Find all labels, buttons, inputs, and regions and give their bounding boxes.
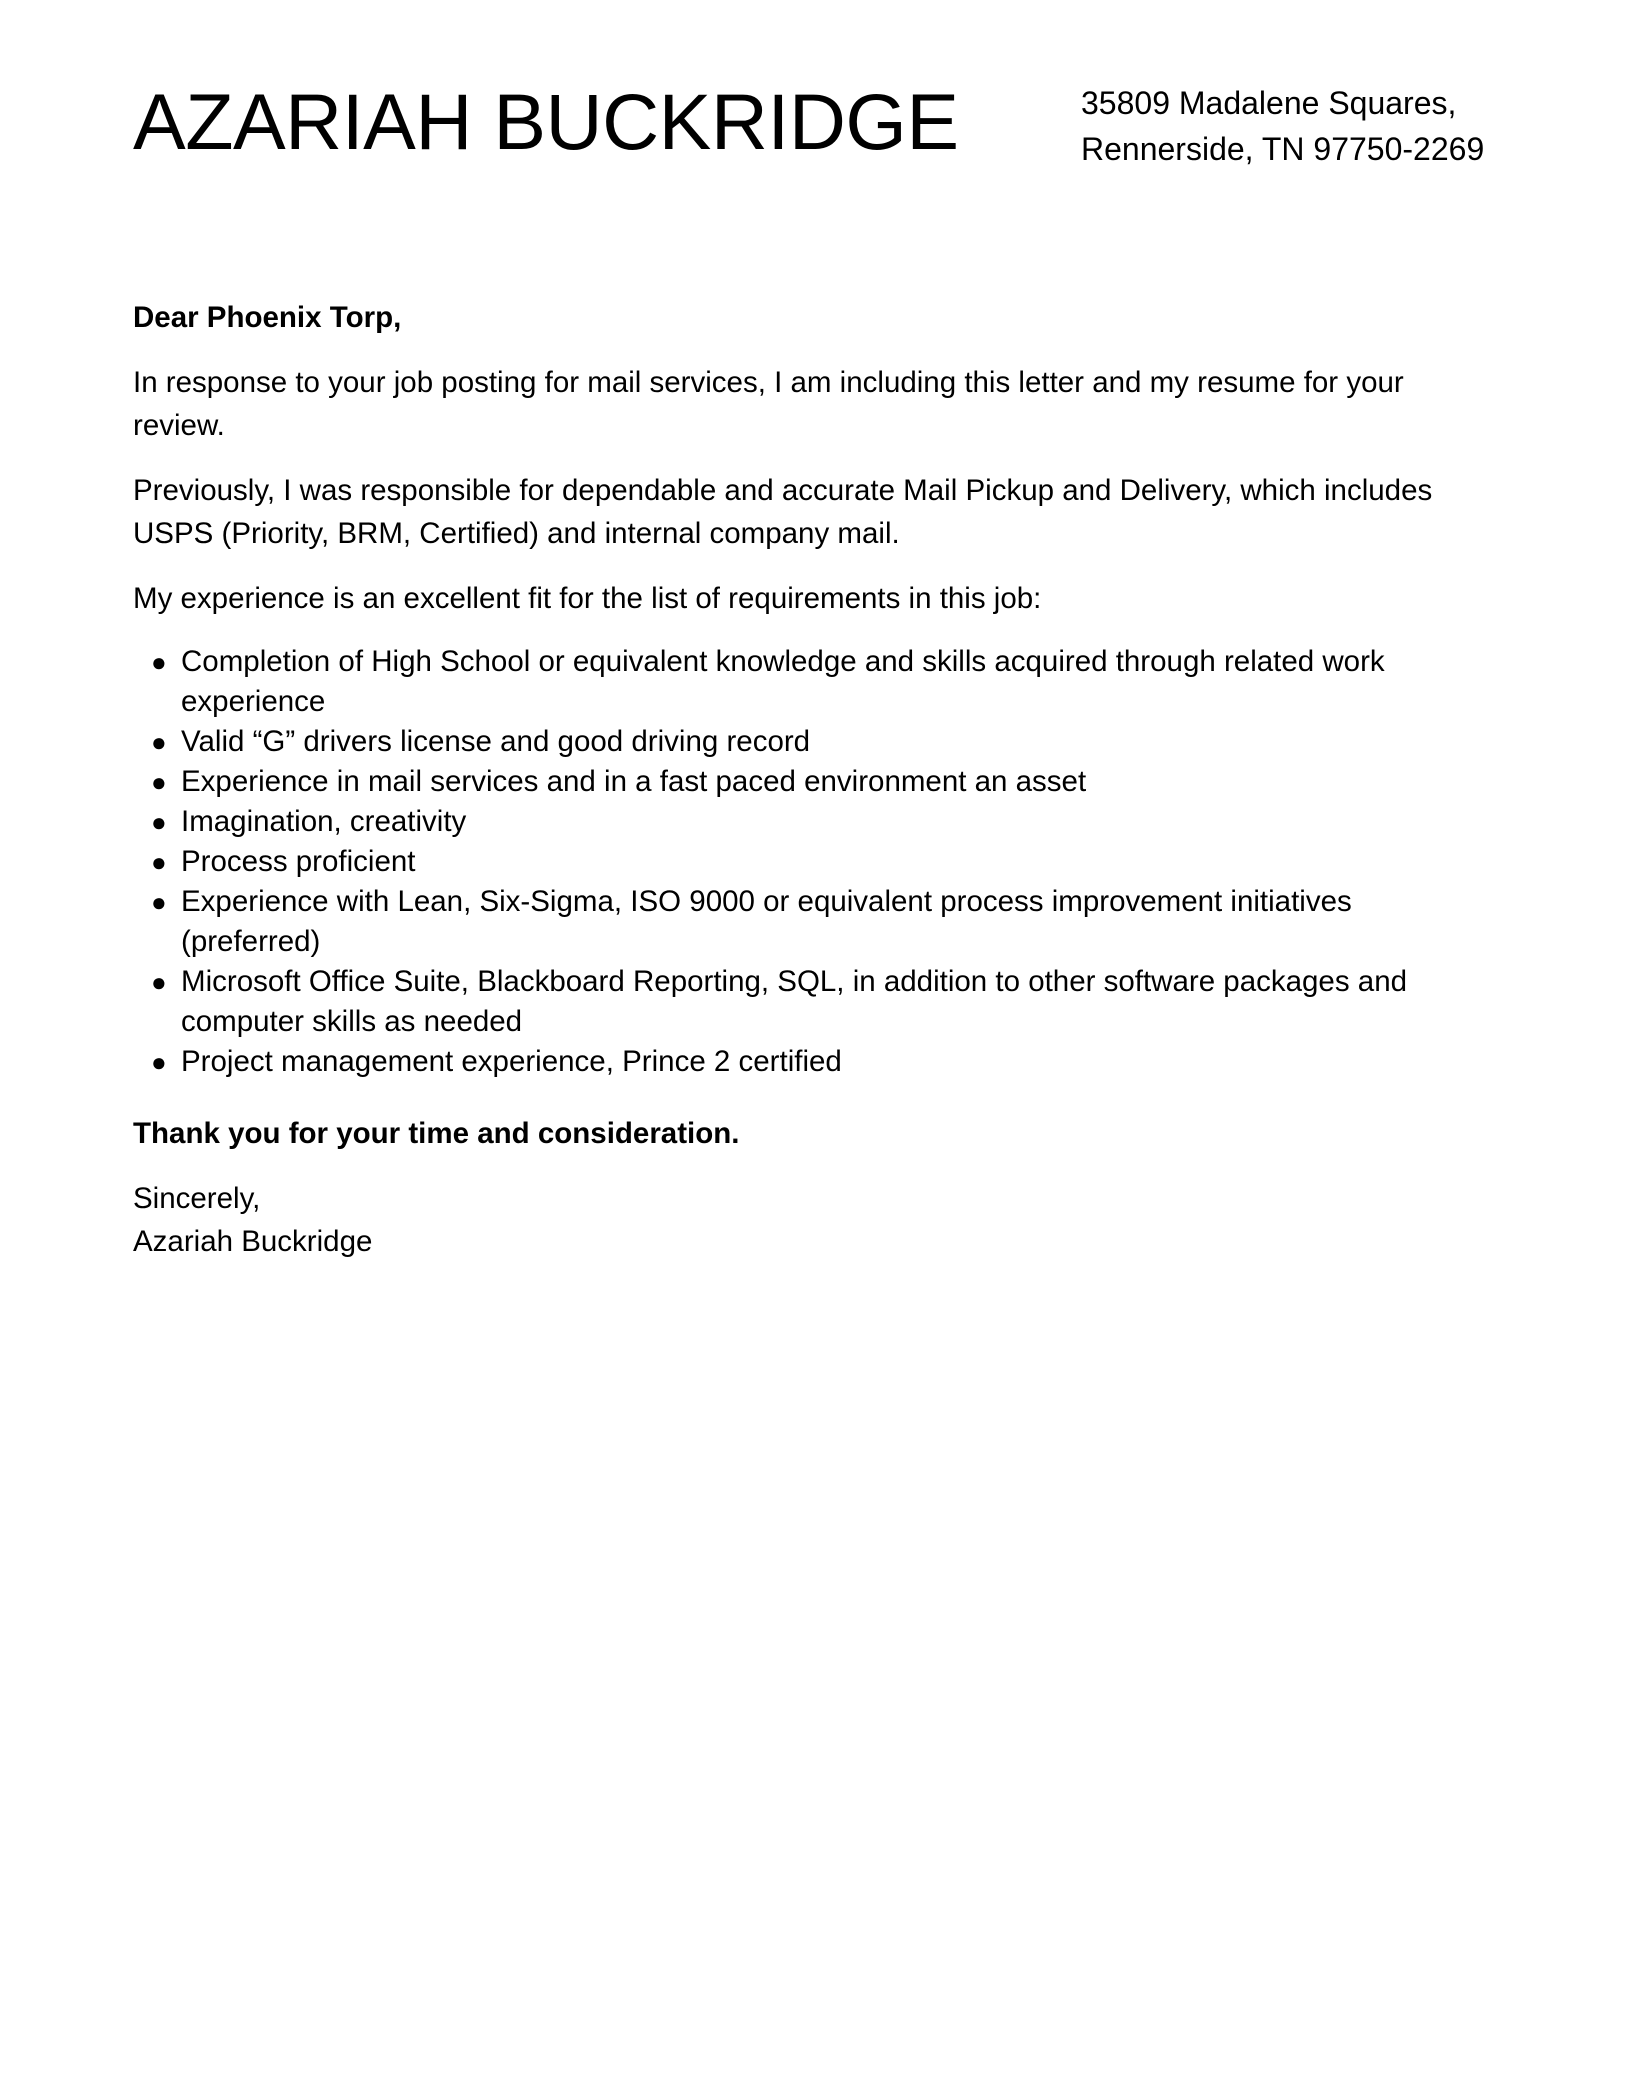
- requirement-text: Project management experience, Prince 2 certified: [181, 1045, 842, 1078]
- applicant-name: AZARIAH BUCKRIDGE: [133, 77, 959, 166]
- letter-header: [133, 0, 1499, 180]
- list-item: [151, 1042, 1499, 1082]
- address-line-2: Rennerside, TN 97750-2269: [1081, 131, 1485, 167]
- requirement-text: Imagination, creativity: [181, 805, 467, 838]
- list-item: [151, 882, 1499, 962]
- address-line-1: 35809 Madalene Squares,: [1081, 85, 1457, 121]
- list-item: [151, 962, 1499, 1042]
- bullet-icon: ●: [151, 887, 167, 917]
- requirements-list: [133, 642, 1499, 1082]
- list-item: [151, 802, 1499, 842]
- closing: [133, 1177, 1499, 1263]
- bullet-icon: ●: [151, 847, 167, 877]
- bullet-icon: ●: [151, 647, 167, 677]
- bullet-icon: ●: [151, 727, 167, 757]
- cover-letter-page: [133, 0, 1499, 1258]
- bullet-icon: ●: [151, 807, 167, 837]
- intro-paragraph: In response to your job posting for mail services, I am including this letter and my resume for your review.: [133, 366, 1404, 442]
- signature-name: Azariah Buckridge: [133, 1225, 373, 1258]
- requirement-text: Microsoft Office Suite, Blackboard Reporting, SQL, in addition to other software packages and computer skills as needed: [181, 965, 1408, 1038]
- signoff: Sincerely,: [133, 1182, 261, 1215]
- list-item: [151, 642, 1499, 722]
- requirement-text: Valid “G” drivers license and good driving record: [181, 725, 811, 758]
- bullet-icon: ●: [151, 767, 167, 797]
- requirement-text: Process proficient: [181, 845, 416, 878]
- requirement-text: Experience with Lean, Six-Sigma, ISO 9000 or equivalent process improvement initiatives (preferred): [181, 885, 1352, 958]
- applicant-address: [1081, 80, 1484, 172]
- requirements-intro: My experience is an excellent fit for the list of requirements in this job:: [133, 582, 1042, 615]
- bullet-icon: ●: [151, 967, 167, 997]
- thanks-line: Thank you for your time and consideration.: [133, 1117, 740, 1150]
- list-item: [151, 842, 1499, 882]
- experience-paragraph: Previously, I was responsible for dependable and accurate Mail Pickup and Delivery, which includes USPS (Priority, BRM, Certified) and internal company mail.: [133, 474, 1433, 550]
- requirement-text: Completion of High School or equivalent knowledge and skills acquired through related work experience: [181, 645, 1385, 718]
- bullet-icon: ●: [151, 1047, 167, 1077]
- list-item: [151, 722, 1499, 762]
- requirement-text: Experience in mail services and in a fast paced environment an asset: [181, 765, 1087, 798]
- list-item: [151, 762, 1499, 802]
- letter-body: [133, 296, 1499, 1263]
- greeting: Dear Phoenix Torp,: [133, 301, 402, 334]
